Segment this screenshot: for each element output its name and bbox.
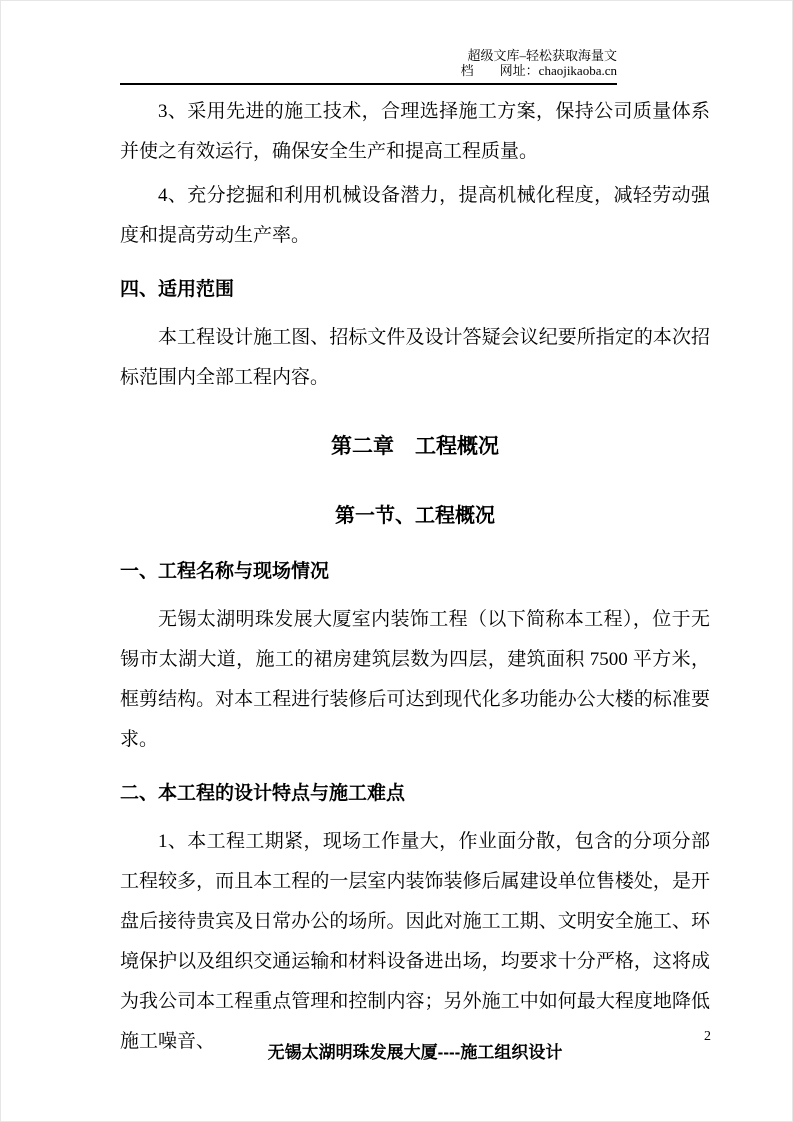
document-body [120,92,710,1066]
footer-document-title: 无锡太湖明珠发展大厦----施工组织设计 [267,1043,563,1062]
heading-project-name: 一、工程名称与现场情况 [120,561,330,582]
page-number: 2 [704,1029,711,1044]
page-header [120,48,617,85]
paragraph-difficulties: 1、本工程工期紧，现场工作量大，作业面分散，包含的分项分部工程较多，而且本工程的一层室内装饰装修后属建设单位售楼处，是开盘后接待贵宾及日常办公的场所。因此对施工工期、文明安全施工、环境保护以及组织交通运输和材料设备进出场，均要求十分严格，这将成为我公司本工程重点管理和控制内容；另外施工中如何最大程度地降低施工噪音、 [120,831,710,1052]
chapter-2-title: 第二章 工程概况 [331,435,499,458]
header-line-2: 档 网址：chaojikaoba.cn [460,63,617,78]
paragraph-scope: 本工程设计施工图、招标文件及设计答疑会议纪要所指定的本次招标范围内全部工程内容。 [120,327,710,388]
section-1-title: 第一节、工程概况 [335,505,495,527]
paragraph-item-3: 3、采用先进的施工技术，合理选择施工方案，保持公司质量体系并使之有效运行，确保安全生产和提高工程质量。 [120,101,710,162]
heading-scope-of-application: 四、适用范围 [120,279,235,300]
paragraph-project-overview: 无锡太湖明珠发展大厦室内装饰工程（以下简称本工程），位于无锡市太湖大道，施工的裙房建筑层数为四层，建筑面积 7500 平方米，框剪结构。对本工程进行装修后可达到现代化多功能办公大楼的标准要求。 [120,609,710,750]
paragraph-item-4: 4、充分挖掘和利用机械设备潜力，提高机械化程度，减轻劳动强度和提高劳动生产率。 [120,185,710,246]
heading-design-features: 二、本工程的设计特点与施工难点 [120,783,406,804]
header-line-1: 超级文库–轻松获取海量文 [467,48,617,63]
